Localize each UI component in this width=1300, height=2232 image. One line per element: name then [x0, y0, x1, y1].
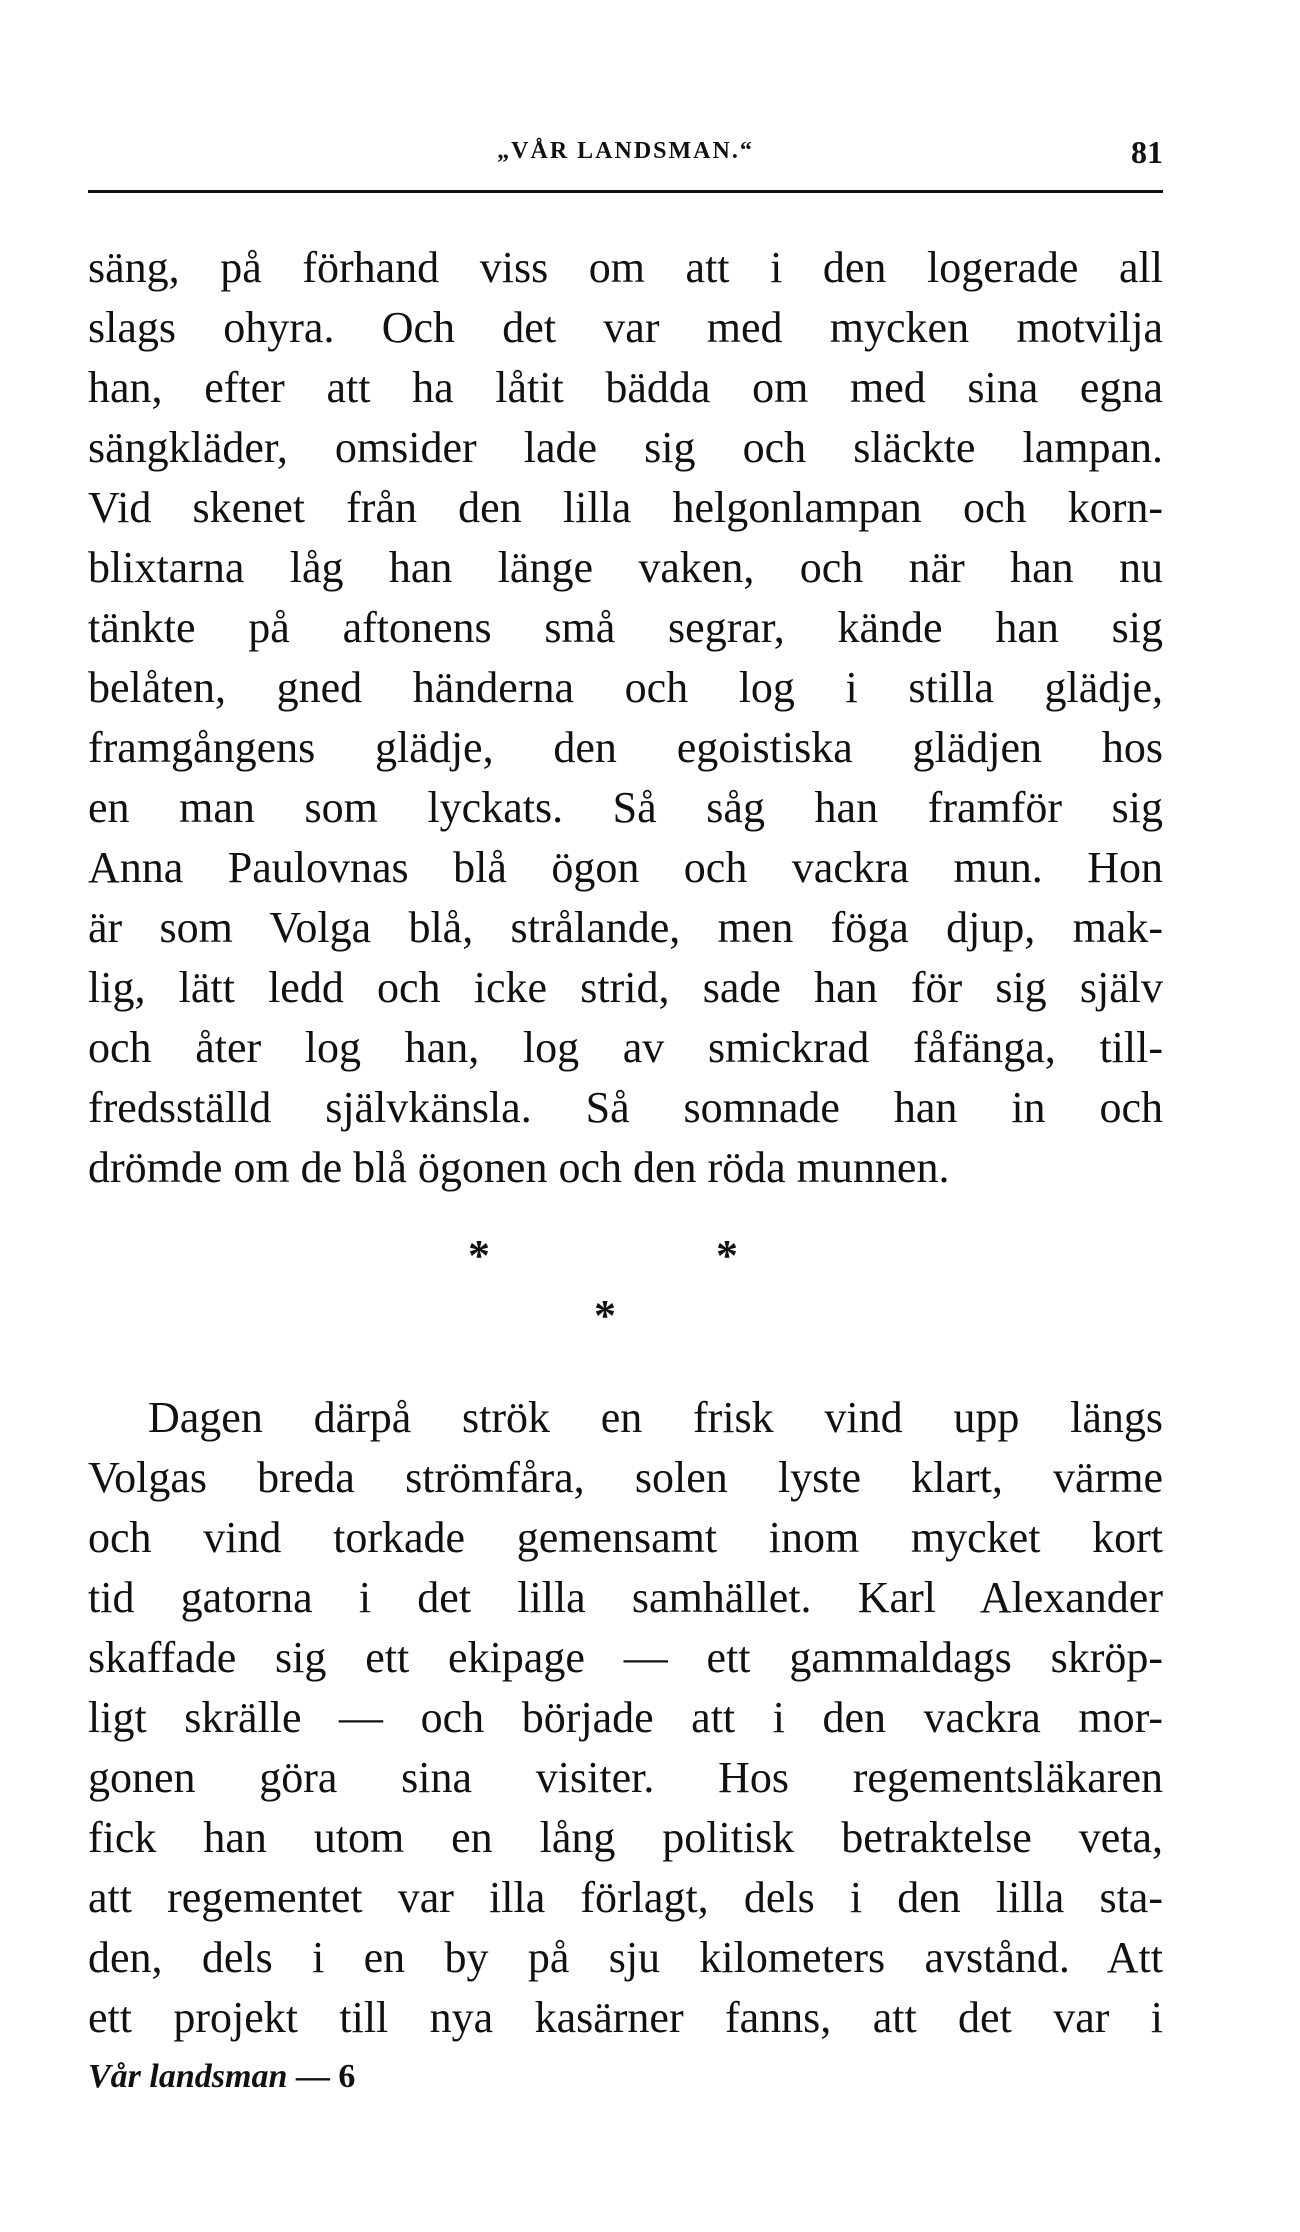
separator-star: *: [594, 1291, 616, 1340]
signature-number: — 6: [295, 2058, 356, 2095]
page-header: [88, 134, 1163, 178]
separator-star: *: [716, 1231, 738, 1280]
text-line: skaffade sig ett ekipage — ett gammaldags skröp-: [88, 1633, 1163, 1682]
paragraph-2: [88, 1388, 1163, 2048]
text-line: blixtarna låg han länge vaken, och när han nu: [88, 543, 1163, 592]
text-line: drömde om de blå ögonen och den röda munnen.: [88, 1143, 950, 1192]
signature-mark: [88, 2058, 355, 2096]
text-line: den, dels i en by på sju kilometers avstånd. Att: [88, 1933, 1163, 1982]
text-line: lig, lätt ledd och icke strid, sade han för sig själv: [88, 963, 1163, 1012]
text-line: Dagen därpå strök en frisk vind upp längs: [148, 1393, 1163, 1442]
text-line: gonen göra sina visiter. Hos regementsläkaren: [88, 1753, 1163, 1802]
text-line: fredsställd självkänsla. Så somnade han in och: [88, 1083, 1163, 1132]
text-line: ligt skrälle — och började att i den vackra mor-: [88, 1693, 1163, 1742]
section-separator-bottom: [88, 1290, 1163, 1340]
text-line: han, efter att ha låtit bädda om med sina egna: [88, 363, 1163, 412]
text-line: är som Volga blå, strålande, men föga djup, mak-: [88, 903, 1163, 952]
text-line: att regementet var illa förlagt, dels i den lilla sta-: [88, 1873, 1163, 1922]
text-line: Anna Paulovnas blå ögon och vackra mun. Hon: [88, 843, 1163, 892]
page-number: 81: [1131, 134, 1163, 170]
text-line: tid gatorna i det lilla samhället. Karl Alexander: [88, 1573, 1163, 1622]
paragraph-1: [88, 238, 1163, 1198]
text-line: sängkläder, omsider lade sig och släckte lampan.: [88, 423, 1163, 472]
text-line: och åter log han, log av smickrad fåfänga, till-: [88, 1023, 1163, 1072]
text-line: och vind torkade gemensamt inom mycket kort: [88, 1513, 1163, 1562]
text-line: Volgas breda strömfåra, solen lyste klart, värme: [88, 1453, 1163, 1502]
signature-title: Vår landsman: [88, 2058, 288, 2095]
section-separator-top: [88, 1230, 1163, 1280]
text-line: slags ohyra. Och det var med mycken motvilja: [88, 303, 1163, 352]
text-line: framgångens glädje, den egoistiska glädjen hos: [88, 723, 1163, 772]
text-line: en man som lyckats. Så såg han framför sig: [88, 783, 1163, 832]
text-line: tänkte på aftonens små segrar, kände han sig: [88, 603, 1163, 652]
text-line: belåten, gned händerna och log i stilla glädje,: [88, 663, 1163, 712]
text-line: Vid skenet från den lilla helgonlampan och korn-: [88, 483, 1163, 532]
text-line: säng, på förhand viss om att i den logerade all: [88, 243, 1163, 292]
separator-star: *: [468, 1231, 490, 1280]
running-head: „VÅR LANDSMAN.“: [497, 138, 754, 164]
text-line: ett projekt till nya kasärner fanns, att det var i: [88, 1993, 1163, 2042]
text-line: fick han utom en lång politisk betraktelse veta,: [88, 1813, 1163, 1862]
header-rule: [88, 190, 1163, 193]
